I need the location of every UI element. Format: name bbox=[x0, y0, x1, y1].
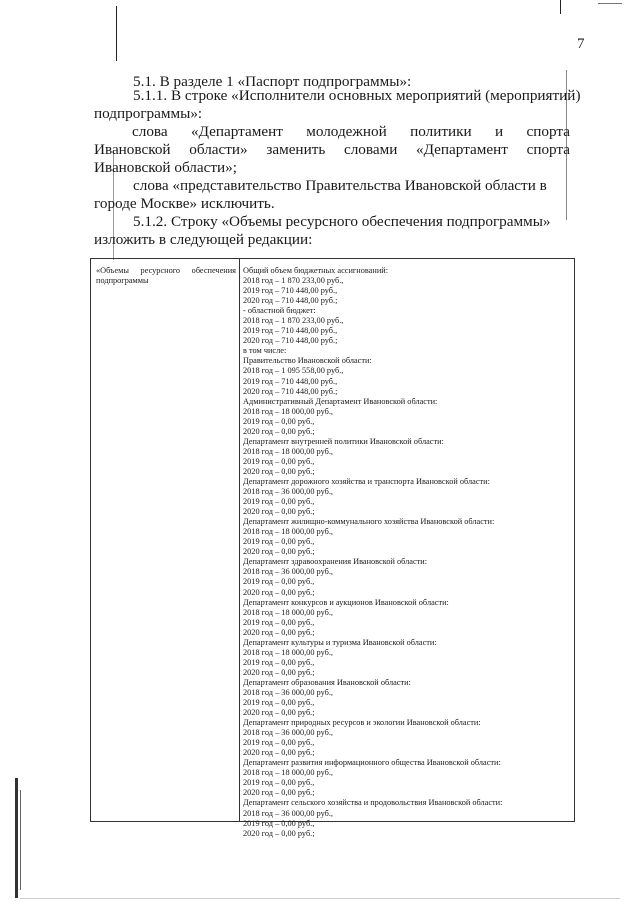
paragraph-line: подпрограммы»: bbox=[94, 105, 203, 122]
table-line: 2018 год – 1 095 558,00 руб., bbox=[243, 366, 344, 376]
justified-line-1 bbox=[94, 122, 570, 141]
table-line: 2019 год – 0,00 руб., bbox=[243, 456, 315, 466]
table-line: Департамент дорожного хозяйства и транспорта Ивановской области: bbox=[243, 476, 490, 486]
table-line: 2020 год – 0,00 руб.; bbox=[243, 627, 315, 637]
paragraph-line: изложить в следующей редакции: bbox=[94, 231, 313, 248]
table-line: 2020 год – 0,00 руб.; bbox=[243, 587, 315, 597]
word: «Департамент bbox=[416, 141, 508, 158]
table-line: Департамент внутренней политики Ивановской области: bbox=[243, 436, 444, 446]
word: «Департамент bbox=[191, 123, 283, 140]
table-line: Департамент сельского хозяйства и продовольствия Ивановской области: bbox=[243, 798, 503, 808]
table-line: 2019 год – 710 448,00 руб., bbox=[243, 286, 338, 296]
word: молодежной bbox=[306, 123, 387, 140]
table-line: 2019 год – 710 448,00 руб., bbox=[243, 376, 338, 386]
table-line: 2019 год – 0,00 руб., bbox=[243, 778, 315, 788]
table-right-cell bbox=[243, 266, 573, 839]
scan-line-bottom bbox=[20, 898, 620, 899]
table-line: Департамент культуры и туризма Ивановской области: bbox=[243, 637, 437, 647]
justified-line-2 bbox=[94, 140, 570, 159]
page-number: 7 bbox=[577, 36, 585, 52]
table-line: 2020 год – 710 448,00 руб.; bbox=[243, 296, 338, 306]
section-heading: 5.1. В разделе 1 «Паспорт подпрограммы»: bbox=[133, 73, 412, 90]
scan-mark-bottom-left-2 bbox=[20, 790, 21, 890]
word: словами bbox=[343, 141, 398, 158]
table-line: 2019 год – 0,00 руб., bbox=[243, 497, 315, 507]
scan-dash-top-right bbox=[598, 3, 622, 4]
table-line: 2019 год – 0,00 руб., bbox=[243, 537, 315, 547]
table-line: 2019 год – 0,00 руб., bbox=[243, 617, 315, 627]
word: спорта bbox=[526, 141, 570, 158]
table-line: 2020 год – 0,00 руб.; bbox=[243, 507, 315, 517]
paragraph-line: Ивановской области»; bbox=[94, 159, 237, 176]
paragraph-line: городе Москве» исключить. bbox=[94, 195, 275, 212]
subsection-511: 5.1.1. В строке «Исполнители основных мероприятий (мероприятий) bbox=[133, 87, 581, 104]
table-line: Департамент конкурсов и аукционов Ивановской области: bbox=[243, 597, 449, 607]
table-line: Департамент здравоохранения Ивановской области: bbox=[243, 557, 428, 567]
table-line: 2020 год – 0,00 руб.; bbox=[243, 788, 315, 798]
table-line: 2019 год – 0,00 руб., bbox=[243, 416, 315, 426]
table-line: Общий объем бюджетных ассигнований: bbox=[243, 266, 389, 275]
table-line: 2019 год – 0,00 руб., bbox=[243, 818, 315, 828]
table-line: 2018 год – 36 000,00 руб., bbox=[243, 687, 334, 697]
left-word: обеспечения bbox=[191, 266, 236, 275]
scan-line-top-left bbox=[116, 6, 117, 61]
word: политики bbox=[410, 123, 472, 140]
word: и bbox=[495, 123, 504, 140]
table-line: 2020 год – 0,00 руб.; bbox=[243, 828, 315, 838]
word: Ивановской bbox=[94, 141, 171, 158]
word: заменить bbox=[266, 141, 326, 158]
table-line: 2019 год – 710 448,00 руб., bbox=[243, 326, 338, 336]
table-line: 2019 год – 0,00 руб., bbox=[243, 577, 315, 587]
table-line: 2020 год – 710 448,00 руб.; bbox=[243, 386, 338, 396]
word: области» bbox=[189, 141, 248, 158]
left-word: ресурсного bbox=[140, 266, 181, 275]
table-line: 2018 год – 36 000,00 руб., bbox=[243, 728, 334, 738]
table-left-cell bbox=[96, 266, 236, 286]
table-line: 2018 год – 18 000,00 руб., bbox=[243, 647, 334, 657]
table-line: 2018 год – 36 000,00 руб., bbox=[243, 487, 334, 497]
table-line: 2018 год – 18 000,00 руб., bbox=[243, 607, 334, 617]
table-line: 2020 год – 0,00 руб.; bbox=[243, 708, 315, 718]
left-line: подпрограммы bbox=[96, 276, 149, 285]
table-line: в том числе: bbox=[243, 346, 287, 356]
table-line: Правительство Ивановской области: bbox=[243, 356, 372, 366]
table-line: 2020 год – 0,00 руб.; bbox=[243, 466, 315, 476]
table-line: 2018 год – 18 000,00 руб., bbox=[243, 446, 334, 456]
table-line: 2020 год – 0,00 руб.; bbox=[243, 547, 315, 557]
word: слова bbox=[132, 123, 168, 140]
table-line: Департамент развития информационного общества Ивановской области: bbox=[243, 758, 501, 768]
table-line: 2018 год – 1 870 233,00 руб., bbox=[243, 316, 344, 326]
table-line: Административный Департамент Ивановской области: bbox=[243, 396, 438, 406]
table-line: 2020 год – 710 448,00 руб.; bbox=[243, 336, 338, 346]
table-line: 2018 год – 18 000,00 руб., bbox=[243, 768, 334, 778]
scan-line-top-right bbox=[560, 0, 561, 14]
table-line: 2018 год – 36 000,00 руб., bbox=[243, 808, 334, 818]
table-line: 2020 год – 0,00 руб.; bbox=[243, 667, 315, 677]
subsection-512: 5.1.2. Строку «Объемы ресурсного обеспечения подпрограммы» bbox=[133, 213, 551, 230]
left-word: «Объемы bbox=[96, 266, 129, 275]
table-line: 2018 год – 36 000,00 руб., bbox=[243, 567, 334, 577]
table-line: 2020 год – 0,00 руб.; bbox=[243, 426, 315, 436]
table-column-divider bbox=[239, 259, 240, 821]
table-line: Департамент образования Ивановской области: bbox=[243, 677, 411, 687]
paragraph-line: слова «представительство Правительства Ивановской области в bbox=[133, 177, 547, 194]
table-line: 2019 год – 0,00 руб., bbox=[243, 738, 315, 748]
resource-table bbox=[90, 258, 575, 838]
table-line: 2018 год – 18 000,00 руб., bbox=[243, 527, 334, 537]
scan-mark-bottom-left bbox=[15, 778, 18, 898]
table-line: 2019 год – 0,00 руб., bbox=[243, 657, 315, 667]
table-line: Департамент природных ресурсов и экологии Ивановской области: bbox=[243, 718, 481, 728]
word: спорта bbox=[526, 123, 570, 140]
table-line: 2019 год – 0,00 руб., bbox=[243, 698, 315, 708]
table-line: 2018 год – 18 000,00 руб., bbox=[243, 406, 334, 416]
table-line: Департамент жилищно-коммунального хозяйства Ивановской области: bbox=[243, 517, 495, 527]
table-line: - областной бюджет: bbox=[243, 306, 316, 316]
table-line: 2018 год – 1 870 233,00 руб., bbox=[243, 276, 344, 286]
table-line: 2020 год – 0,00 руб.; bbox=[243, 748, 315, 758]
